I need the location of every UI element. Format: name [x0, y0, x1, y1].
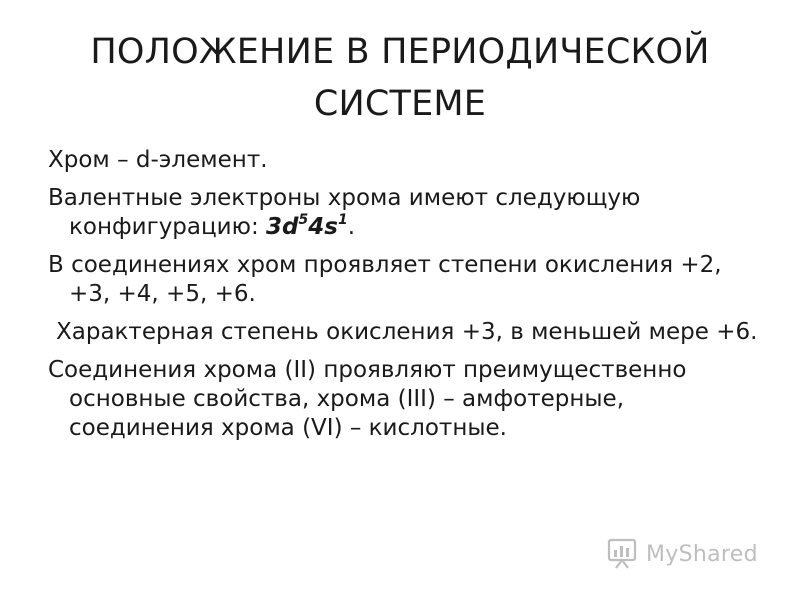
paragraph-oxidation-states: В соединениях хром проявляет степени окисления +2, +3, +4, +5, +6.: [48, 252, 722, 307]
formula-part-1: 3d: [266, 214, 299, 240]
valence-text: Валентные электроны хрома имеют следующую конфигурацию:: [48, 185, 641, 240]
myshared-watermark: [606, 534, 758, 574]
paragraph-d-element: Хром – d-элемент.: [48, 147, 268, 173]
chart-board-icon: [606, 537, 640, 571]
paragraph-compound-properties: Соединения хрома (II) проявляют преимущественно основные свойства, хрома (III) – амфотерные, соединения хрома (VI) – кислотные.: [48, 357, 687, 441]
formula-part-2: 4s: [308, 214, 338, 240]
electron-configuration-formula: [266, 214, 348, 240]
title-line-2: СИСТЕМЕ: [313, 84, 487, 124]
paragraph-valence-config: [48, 184, 760, 242]
slide-title: [40, 26, 760, 130]
watermark-text: MyShared: [646, 541, 758, 567]
valence-end: .: [347, 214, 356, 240]
title-line-1: ПОЛОЖЕНИЕ В ПЕРИОДИЧЕСКОЙ: [90, 32, 710, 72]
paragraph-typical-oxidation: Характерная степень окисления +3, в меньшей мере +6.: [56, 319, 758, 345]
slide-body: [48, 146, 760, 452]
formula-sup-1: 5: [298, 212, 309, 229]
formula-sup-2: 1: [337, 212, 348, 229]
